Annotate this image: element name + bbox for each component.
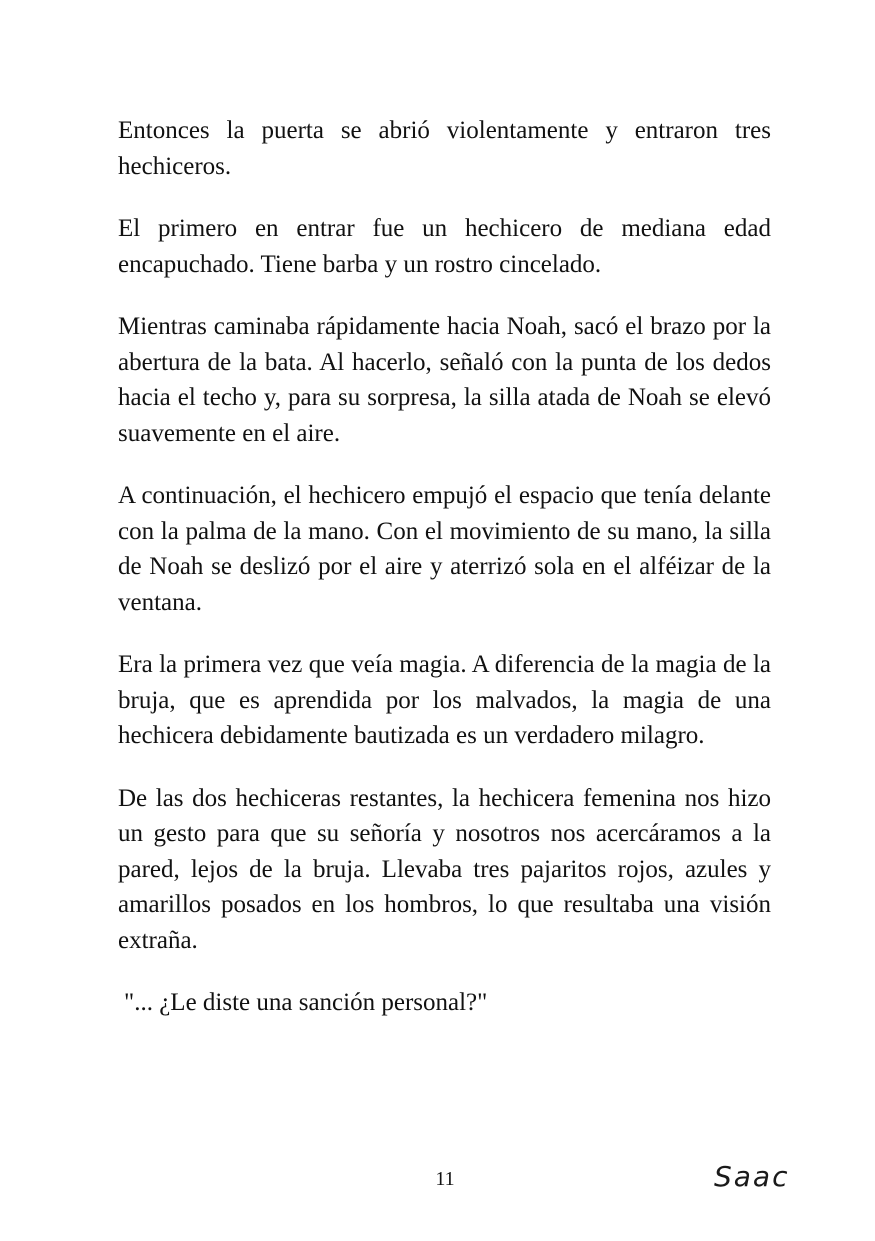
paragraph-3: Mientras caminaba rápidamente hacia Noah, sacó el brazo por la abertura de la bata. Al hacerlo, señaló con la punta de los dedos hacia el techo y, para su sorpresa, la silla atada de Noah se elevó suavemente en el aire. <box>118 313 771 447</box>
body-text <box>118 113 771 1048</box>
page-number: 11 <box>435 1168 455 1190</box>
paragraph-5: Era la primera vez que veía magia. A diferencia de la magia de la bruja, que es aprendida por los malvados, la magia de una hechicera debidamente bautizada es un verdadero milagro. <box>118 651 771 749</box>
dialogue-line: "... ¿Le diste una sanción personal?" <box>124 989 488 1016</box>
handwritten-signature: Saac <box>714 1160 790 1193</box>
paragraph-6: De las dos hechiceras restantes, la hechicera femenina nos hizo un gesto para que su señoría y nosotros nos acercáramos a la pared, lejos de la bruja. Llevaba tres pajaritos rojos, azules y amarillos posados en los hombros, lo que resultaba una visión extraña. <box>118 784 771 954</box>
paragraph-4: A continuación, el hechicero empujó el espacio que tenía delante con la palma de la mano. Con el movimiento de su mano, la silla de Noah se deslizó por el aire y aterrizó sola en el alféizar de la ventana. <box>118 482 771 616</box>
paragraph-1: Entonces la puerta se abrió violentamente y entraron tres hechiceros. <box>118 117 771 180</box>
paragraph-2: El primero en entrar fue un hechicero de mediana edad encapuchado. Tiene barba y un rostro cincelado. <box>118 215 771 278</box>
